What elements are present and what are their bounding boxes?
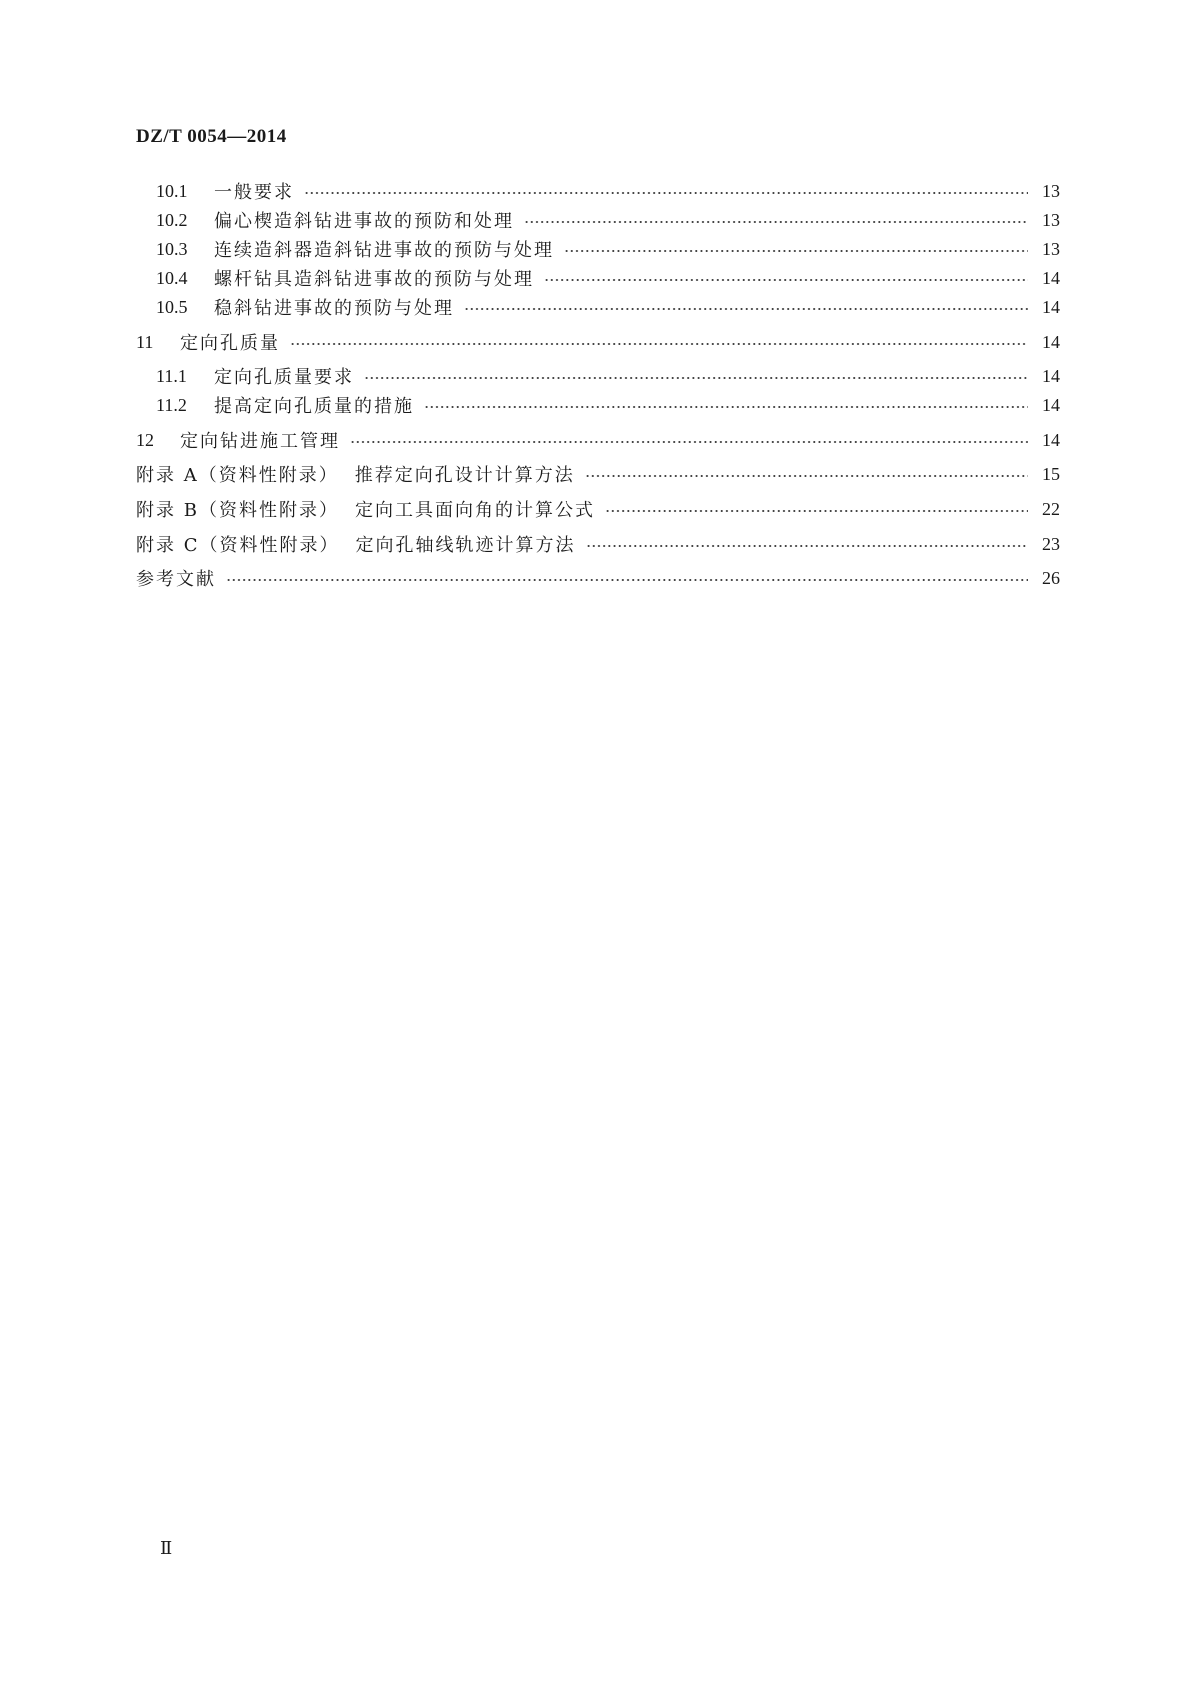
- toc-entry-number: 10.5: [156, 296, 188, 317]
- dot-leader: [464, 308, 1028, 310]
- toc-entry-page: 14: [1042, 296, 1060, 317]
- toc-entry-title: 一般要求: [214, 182, 294, 203]
- dot-leader: [290, 343, 1028, 345]
- toc-entry-title: 定向孔轴线轨迹计算方法: [355, 535, 576, 556]
- toc-entry-page: 14: [1042, 365, 1060, 386]
- dot-leader: [524, 221, 1028, 223]
- toc-entry-title: 定向钻进施工管理: [180, 431, 340, 452]
- toc-entry-page: 13: [1042, 238, 1060, 259]
- toc-entry-title: 定向孔质量要求: [214, 367, 354, 388]
- toc-entry-title: 连续造斜器造斜钻进事故的预防与处理: [214, 240, 554, 261]
- dot-leader: [585, 475, 1028, 477]
- toc-entry-number: 10.2: [156, 209, 188, 230]
- toc-entry-12[interactable]: [136, 427, 1060, 453]
- toc-entry-title: 定向孔质量: [180, 333, 280, 354]
- toc-entry-appendix-c[interactable]: [136, 531, 1060, 557]
- appendix-prefix: 附录 B（资料性附录）: [136, 500, 339, 521]
- appendix-prefix: 附录 A（资料性附录）: [136, 465, 339, 486]
- dot-leader: [586, 545, 1029, 547]
- dot-leader: [605, 510, 1028, 512]
- dot-leader: [364, 377, 1028, 379]
- dot-leader: [304, 192, 1028, 194]
- toc-entry-11-1[interactable]: [136, 363, 1060, 389]
- appendix-prefix: 附录 C（资料性附录）: [136, 535, 340, 556]
- toc-entry-title: 提高定向孔质量的措施: [214, 396, 414, 417]
- dot-leader: [350, 441, 1028, 443]
- toc-entry-10-4[interactable]: [136, 265, 1060, 291]
- toc-entry-references[interactable]: [136, 565, 1060, 591]
- toc-entry-10-3[interactable]: [136, 236, 1060, 262]
- toc-entry-number: 11.2: [156, 394, 187, 415]
- toc-entry-page: 13: [1042, 209, 1060, 230]
- toc-entry-page: 23: [1042, 533, 1060, 554]
- toc-entry-10-2[interactable]: [136, 207, 1060, 233]
- toc-entry-number: 11.1: [156, 365, 187, 386]
- toc-entry-page: 13: [1042, 180, 1060, 201]
- toc-entry-page: 14: [1042, 394, 1060, 415]
- toc-entry-10-1[interactable]: [136, 178, 1060, 204]
- toc-entry-page: 15: [1042, 463, 1060, 484]
- toc-entry-number: 10.1: [156, 180, 188, 201]
- toc-entry-title: 稳斜钻进事故的预防与处理: [214, 298, 454, 319]
- toc-entry-number: 10.3: [156, 238, 188, 259]
- toc-entry-11[interactable]: [136, 329, 1060, 355]
- toc-entry-appendix-b[interactable]: [136, 496, 1060, 522]
- toc-entry-number: 10.4: [156, 267, 188, 288]
- toc-entry-title: 定向工具面向角的计算公式: [354, 500, 595, 521]
- toc-entry-page: 14: [1042, 267, 1060, 288]
- standard-code-header: DZ/T 0054—2014: [136, 126, 287, 147]
- toc-entry-page: 14: [1042, 429, 1060, 450]
- dot-leader: [564, 250, 1028, 252]
- dot-leader: [544, 279, 1028, 281]
- toc-entry-title: 螺杆钻具造斜钻进事故的预防与处理: [214, 269, 534, 290]
- dot-leader: [424, 406, 1028, 408]
- toc-entry-11-2[interactable]: [136, 392, 1060, 418]
- dot-leader: [226, 579, 1028, 581]
- toc-entry-number: 11: [136, 331, 154, 352]
- toc-entry-title: 参考文献: [136, 569, 216, 590]
- toc-entry-number: 12: [136, 429, 154, 450]
- toc-entry-appendix-a[interactable]: [136, 461, 1060, 487]
- toc-entry-page: 14: [1042, 331, 1060, 352]
- toc-entry-title: 偏心楔造斜钻进事故的预防和处理: [214, 211, 514, 232]
- page-number-footer: Ⅱ: [160, 1538, 173, 1558]
- toc-entry-title: 推荐定向孔设计计算方法: [354, 465, 575, 486]
- toc-entry-page: 22: [1042, 498, 1060, 519]
- toc-entry-page: 26: [1042, 567, 1060, 588]
- toc-entry-10-5[interactable]: [136, 294, 1060, 320]
